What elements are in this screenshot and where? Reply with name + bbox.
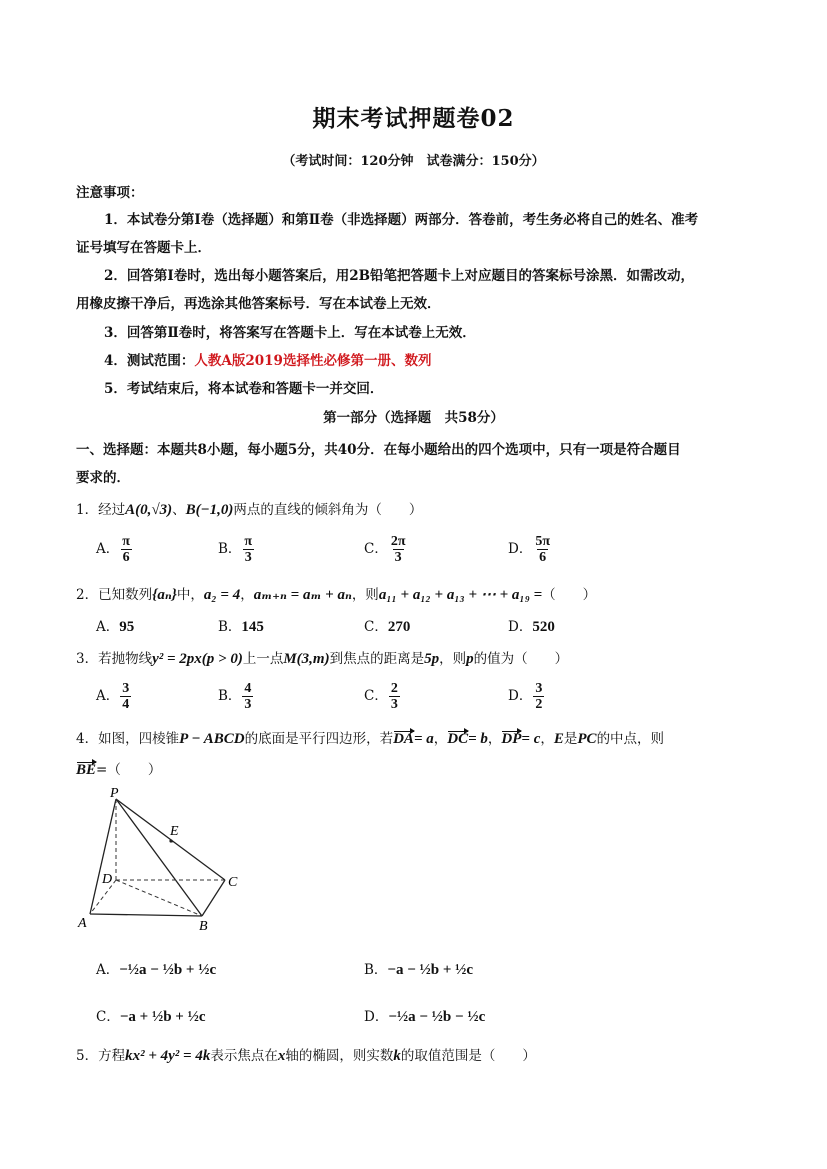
q1-sep: 、 xyxy=(172,502,186,518)
q1-text-2: 两点的直线的倾斜角为（ ） xyxy=(233,502,423,518)
note-2-line-2: 用橡皮擦干净后，再选涂其他答案标号．写在本试卷上无效． xyxy=(76,296,441,312)
q4-option-b: B．−a − ½b + ½c xyxy=(364,962,474,978)
question-2: 2．已知数列{aₙ}中，a₂ = 4，aₘ₊ₙ = aₘ + aₙ，则a₁₁ + a₁₂ + a₁₃ + ⋯ + a₁₉ =（ ） xyxy=(76,587,597,603)
note-1-line-1: 1．本试卷分第Ⅰ卷（选择题）和第Ⅱ卷（非选择题）两部分．答卷前，考生务必将自己的姓名、准考 xyxy=(104,212,699,228)
q2-option-d: D．520 xyxy=(508,619,555,635)
q4-option-d: D．−½a − ½b − ½c xyxy=(364,1009,486,1025)
part-heading: 第一部分（选择题 共58分） xyxy=(323,410,504,426)
question-3: 3．若抛物线y² = 2px(p > 0)上一点M(3,m)到焦点的距离是5p，则p的值为（ ） xyxy=(76,651,569,667)
q1-option-b: B． $\frac{\pi}{3}$ xyxy=(218,534,253,565)
note-1-line-2: 证号填写在答题卡上． xyxy=(76,240,211,256)
q1-number: 1． xyxy=(76,502,99,518)
q2-cond-2: aₘ₊ₙ = aₘ + aₙ xyxy=(253,587,352,603)
edge-pb xyxy=(116,799,202,916)
label-d: D xyxy=(102,872,113,887)
note-2-line-1: 2．回答第Ⅰ卷时，选出每小题答案后，用2B铅笔把答题卡上对应题目的答案标号涂黑．如需改动， xyxy=(104,268,695,284)
q5-equation: kx² + 4y² = 4k xyxy=(125,1048,211,1064)
q1-point-a: A(0,√3) xyxy=(125,502,173,518)
q2-option-a: A．95 xyxy=(96,619,135,635)
question-5: 5．方程kx² + 4y² = 4k表示焦点在x轴的椭圆，则实数k的取值范围是（ ） xyxy=(76,1048,536,1064)
section-heading-line-1: 一、选择题：本题共8小题，每小题5分，共40分．在每小题给出的四个选项中，只有一项是符合题目 xyxy=(76,442,681,458)
q2-option-b: B．145 xyxy=(218,619,264,635)
edge-bc xyxy=(202,880,225,916)
label-c: C xyxy=(228,875,238,890)
exam-info: （考试时间：120分钟 试卷满分：150分） xyxy=(282,154,545,169)
label-p: P xyxy=(110,786,119,801)
q3-option-a: A． $\frac{3}{4}$ xyxy=(96,681,130,712)
q3-option-c: C． $\frac{2}{3}$ xyxy=(364,681,398,712)
q1-text-1: 经过 xyxy=(98,502,126,518)
label-b: B xyxy=(199,919,208,934)
q3-equation: y² = 2px(p > 0) xyxy=(152,651,243,667)
q4-option-a: A．−½a − ½b + ½c xyxy=(96,962,217,978)
note-5: 5．考试结束后，将本试卷和答题卡一并交回． xyxy=(104,381,384,397)
q2-sequence: {aₙ} xyxy=(152,587,177,603)
q1-option-d: D． $\frac{5\pi}{6}$ xyxy=(508,534,550,565)
q1-option-c: C． $\frac{2\pi}{3}$ xyxy=(364,534,406,565)
note-4-label: 4．测试范围： xyxy=(104,353,195,369)
q3-option-b: B． $\frac{4}{3}$ xyxy=(218,681,252,712)
q2-option-c: C．270 xyxy=(364,619,411,635)
q3-option-d: D． $\frac{3}{2}$ xyxy=(508,681,543,712)
q4-option-c: C．−a + ½b + ½c xyxy=(96,1009,206,1025)
midpoint-e xyxy=(169,839,172,842)
q1-point-b: B(−1,0) xyxy=(185,502,234,518)
q1-option-a: A． $\frac{\pi}{6}$ xyxy=(96,534,130,565)
note-4 xyxy=(104,349,431,369)
q3-point: M(3,m) xyxy=(283,651,330,667)
notes-heading: 注意事项： xyxy=(76,185,144,201)
question-1 xyxy=(76,498,422,519)
label-e: E xyxy=(170,824,179,839)
page-title: 期末考试押题卷02 xyxy=(312,105,515,132)
label-a: A xyxy=(78,916,87,931)
test-range: 人教A版2019选择性必修第一册、数列 xyxy=(194,353,432,369)
question-4: 4．如图，四棱锥P − ABCD的底面是平行四边形，若DA= a，DC= b，DP= c，E是PC的中点，则 xyxy=(76,731,665,747)
section-heading-line-2: 要求的． xyxy=(76,470,130,486)
note-3: 3．回答第Ⅱ卷时，将答案写在答题卡上．写在本试卷上无效． xyxy=(104,325,476,341)
question-4-line-2: BE=（ ） xyxy=(76,762,162,778)
q2-cond-1: a₂ = 4 xyxy=(203,587,241,603)
q2-sum: a₁₁ + a₁₂ + a₁₃ + ⋯ + a₁₉ = xyxy=(378,587,543,603)
edge-ab xyxy=(90,914,202,916)
pyramid-figure xyxy=(70,785,260,935)
